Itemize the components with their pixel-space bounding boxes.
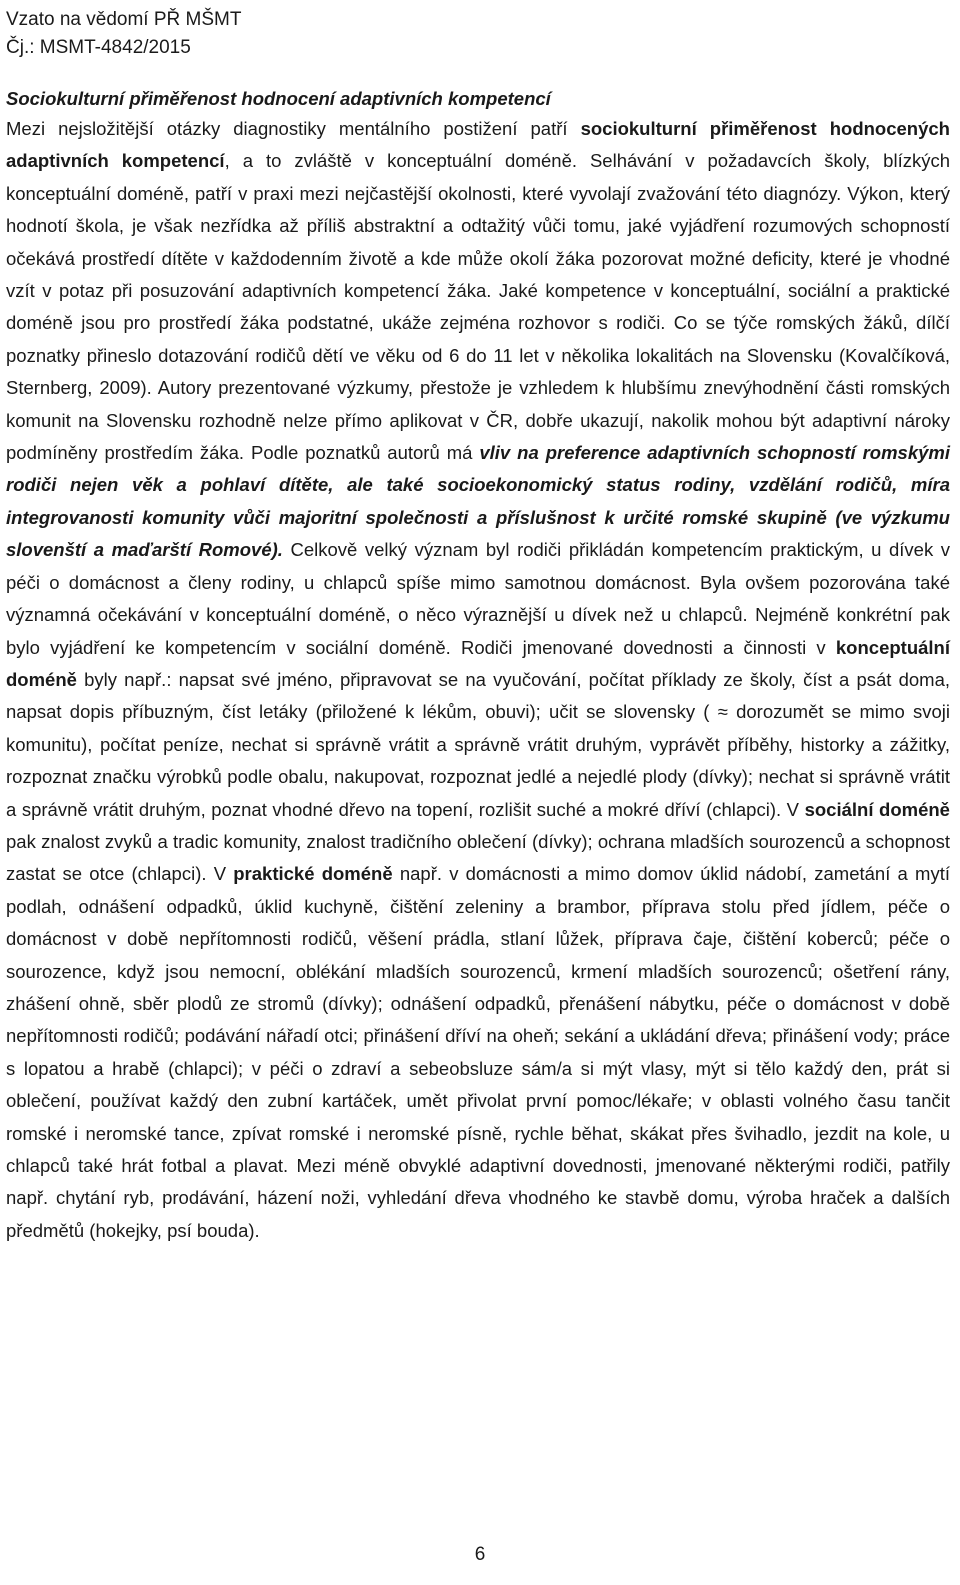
section-title: Sociokulturní přiměřenost hodnocení adaptivních kompetencí [6,88,551,109]
body-paragraph [6,113,950,1247]
text-run: byly např.: napsat své jméno, připravovat se na vyučování, počítat příklady ze školy, číst a psát doma, napsat dopis příbuzným, číst letáky (přiložené k lékům, obuvi); učit se slovensky ( ≈ dorozumět se mimo svoji komunitu), počítat peníze, nechat si správně vrátit a správně vrátit druhým, vyprávět příběhy, historky a zážitky, rozpoznat značku výrobků podle obalu, nakupovat, rozpoznat jedlé a nejedlé plody (dívky); nechat si správně vrátit a správně vrátit druhým, poznat vhodné dřevo na topení, rozlišit suché a mokré dříví (chlapci). V [6,668,950,820]
bold-italic-phrase: vliv na preference adaptivních schopností romskými rodiči nejen věk a pohlaví dítěte, ale také socioekonomický status rodiny, vzdělání rodičů, míra integrovanosti komunity vůči majoritní společnosti a příslušnost k určité romské skupině (ve výzkumu slovenští a maďarští Romové). [6,442,951,561]
approval-note: Vzato na vědomí PŘ MŠMT [6,9,242,30]
text-run: Mezi nejsložitější otázky diagnostiky mentálního postižení patří [6,118,581,139]
page-number: 6 [474,1544,486,1565]
text-run: Celkově velký význam byl rodiči přikládán kompetencím praktickým, u dívek v péči o domácnost a členy rodiny, u chlapců spíše mimo samotnou domácnost. Byla ovšem pozorována také významná očekávání v konceptuální doméně, o něco výraznější u dívek než u chlapců. Nejméně konkrétní pak bylo vyjádření ke kompetencím v sociální doméně. Rodiči jmenované dovednosti a činnosti v [6,539,950,658]
bold-phrase: sociokulturní přiměřenost hodnocených adaptivních kompetencí [6,118,950,172]
text-run: , a to zvláště v konceptuální doméně. Selhávání v požadavcích školy, blízkých konceptuální doméně, patří v praxi mezi nejčastější okolnosti, které vyvolají zvažování této diagnózy. Výkon, který hodnotí škola, je však nezřídka až příliš abstraktní a odtažitý vůči tomu, jaké vyjádření rozumových schopností očekává prostředí dítěte v každodenním životě a kde může okolí žáka pozorovat možné deficity, které je vhodné vzít v potaz při posuzování adaptivních kompetencí žáka. Jaké kompetence v konceptuální, sociální a praktické doméně jsou pro prostředí žáka podstatné, ukáže zejména rozhovor s rodiči. Co se týče romských žáků, dílčí poznatky přineslo dotazování rodičů dětí ve věku od 6 do 11 let v několika lokalitách na Slovensku (Kovalčíková, Sternberg, 2009). Autory prezentované výzkumy, přestože je vzhledem k hlubšímu znevýhodnění části romských komunit na Slovensku rozhodně nelze přímo aplikovat v ČR, dobře ukazují, nakolik mohou být adaptivní nároky podmíněny prostředím žáka. Podle poznatků autorů má [6,150,950,464]
bold-phrase: praktické doméně [233,863,393,885]
text-run: např. v domácnosti a mimo domov úklid nádobí, zametání a mytí podlah, odnášení odpadků, úklid kuchyně, čištění zeleniny a brambor, příprava stolu před jídlem, péče o domácnost v době nepřítomnosti rodičů, věšení prádla, stlaní lůžek, příprava čaje, čištění koberců; péče o sourozence, když jsou nemocní, oblékání mladších sourozenců, krmení mladších sourozenců; ošetření rány, zhášení ohně, sběr plodů ze stromů (dívky); odnášení odpadků, přenášení nábytku, péče o domácnost v době nepřítomnosti rodičů; podávání nářadí otci; přinášení dříví na oheň; sekání a ukládání dřeva; přinášení vody; práce s lopatou a hrabě (chlapci); v péči o zdraví a sebeobsluze sám/a si mýt vlasy, mýt si tělo každý den, prát si oblečení, používat každý den zubní kartáček, umět přivolat první pomoc/lékaře; v oblasti volného času tančit romské i neromské tance, zpívat romské i neromské písně, rychle běhat, skákat přes švihadlo, jezdit na kole, u chlapců také hrát fotbal a plavat. Mezi méně obvyklé adaptivní dovednosti, jmenované některými rodiči, patřily např. chytání ryb, prodávání, házení noži, vyhledání dřeva vhodného ke stavbě domu, výroba hraček a dalších předmětů (hokejky, psí bouda). [6,863,950,1241]
document-header [6,6,950,62]
bold-phrase: konceptuální doméně [6,636,950,690]
reference-number: Čj.: MSMT-4842/2015 [6,37,191,58]
text-run: pak znalost zvyků a tradic komunity, znalost tradičního oblečení (dívky); ochrana mladších sourozenců a schopnost zastat se otce (chlapci). V [6,830,950,885]
bold-phrase: sociální doméně [804,798,950,820]
